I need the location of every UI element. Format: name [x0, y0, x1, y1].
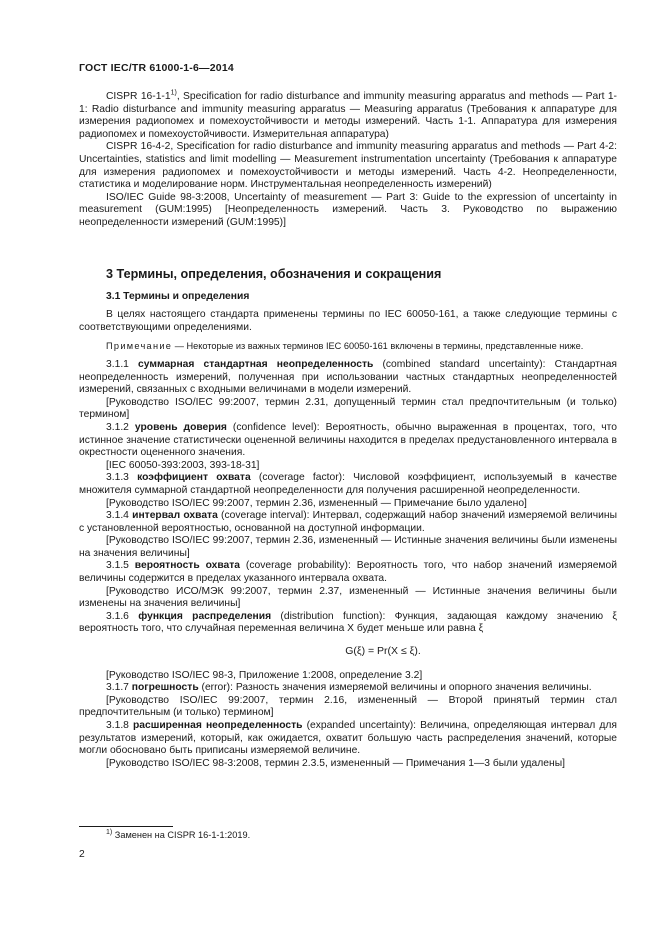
reference-cispr-16-4-2: CISPR 16-4-2, Specification for radio disturbance and immunity measuring apparatus and methods — Part 4-2: Uncertainties, statistics and limit modelling — Measurement instrumentation uncertainty (Требования к аппаратуре для измерения радиопомех и помехоустойчивости и методы измерений. Часть 4-2. Неопределенности, статистика и моделирование норм. Инструментальная неопределенность измерений): [79, 141, 617, 191]
term-definition: [79, 720, 617, 758]
reference-iso-iec-guide-98-3: ISO/IEC Guide 98-3:2008, Uncertainty of measurement — Part 3: Guide to the expression of uncertainty in measurement (GUM:1995) [Неопределенность измерений. Часть 3. Руководство по выражению неопределенности измерений (GUM:1995)]: [79, 191, 617, 228]
footnote-marker: 1): [170, 89, 177, 97]
term-text: (coverage probability): Вероятность того, что набор значений измеряемой величины содержится в пределах указанного интервала охвата.: [79, 560, 617, 585]
term-name: расширенная неопределенность: [133, 720, 303, 731]
note-text: — Некоторые из важных терминов IEC 60050-161 включены в термины, представленные ниже.: [172, 341, 584, 352]
term-number: 3.1.1: [106, 358, 129, 370]
term-name: погрешность: [131, 682, 199, 694]
term-number: 3.1.6: [106, 610, 129, 622]
section-intro: В целях настоящего стандарта применены термины по IEC 60050-161, а также следующие термины с соответствующими определениями.: [79, 309, 617, 333]
term-text: (confidence level): Вероятность, обычно выраженная в процентах, того, что истинное значение статистически оцененной величины находится в пределах предустановленного интервала в окрестности оцененного значения.: [79, 421, 617, 459]
term-number: 3.1.3: [106, 472, 129, 484]
footnote-divider: [79, 826, 173, 827]
term-source: [Руководство ИСО/МЭК 99:2007, термин 2.37, измененный — Истинные значения величины были изменены на значения величины]: [79, 585, 617, 610]
reference-cispr-16-1-1: CISPR 16-1-1$^{1)}$, Specification for radio disturbance and immunity measuring apparatus and methods — Part 1-1: Radio disturbance and immunity measuring apparatus — Measuring apparatus (Требования к аппаратуре для измерения радиопомех и помехоустойчивости и методы измерений. Часть 1-1. Аппаратура для измерения радиопомех и помехоустойчивости. Измерительная аппаратура): [79, 89, 617, 140]
page-number: 2: [79, 849, 85, 860]
term-number: 3.1.4: [106, 510, 129, 522]
term-name: вероятность охвата: [134, 560, 241, 572]
term-source: [Руководство ISO/IEC 99:2007, термин 2.36, измененный — Примечание было удалено]: [106, 497, 527, 509]
term-text: (coverage interval): Интервал, содержащий набор значений измеряемой величины с установленной вероятностью, основанной на доступной информации.: [79, 510, 617, 534]
term-source: [Руководство ISO/IEC 98-3:2008, термин 2.3.5, измененный — Примечания 1—3 были удалены]: [106, 757, 565, 769]
term-number: 3.1.2: [106, 421, 129, 433]
term-source: [Руководство ISO/IEC 99:2007, термин 2.36, измененный — Истинные значения величины были изменены на значения величины]: [79, 535, 617, 559]
term-definition: [79, 359, 617, 397]
term-text: (coverage factor): Числовой коэффициент, используемый в качестве множителя суммарной стандартной неопределенности для получения расширенной неопределенности.: [79, 472, 617, 496]
term-source: [Руководство ISO/IEC 99:2007, термин 2.16, измененный — Второй принятый термин стал предпочтительным (и только) термином]: [79, 694, 617, 719]
note-label: Примечание: [106, 341, 173, 352]
term-name: интервал охвата: [132, 510, 218, 522]
term-number: 3.1.7: [106, 682, 129, 694]
note: [79, 340, 617, 353]
term-text: (expanded uncertainty): Величина, определяющая интервал для результатов измерений, который, как ожидается, охватит большую часть распределения значений, которые могли обосновано быть приписаны измеряемой величине.: [79, 720, 617, 757]
term-text: (distribution function): Функция, задающая каждому значению ξ вероятность того, что случайная переменная величина X будет меньше или равна ξ: [79, 610, 617, 635]
term-number: 3.1.8: [106, 720, 129, 731]
term-number: 3.1.5: [106, 560, 129, 572]
terms-list: [79, 359, 617, 770]
section-heading: 3 Термины, определения, обозначения и сокращения: [106, 267, 442, 281]
term-definition: [79, 560, 617, 585]
term-definition: [79, 510, 617, 535]
term-source: [Руководство ISO/IEC 98-3, Приложение 1:2008, определение 3.2]: [106, 669, 423, 681]
term-text: (error): Разность значения измеряемой величины и опорного значения величины.: [198, 682, 592, 694]
term-text: (combined standard uncertainty): Стандартная неопределенность измерений, полученная при использовании частных стандартных неопределенностей измерений, связанных с входными величинами в модели измерений.: [79, 358, 617, 396]
term-name: функция распределения: [138, 610, 272, 622]
terms-section: [79, 268, 617, 770]
document-header: ГОСТ IEC/TR 61000-1-6—2014: [79, 62, 234, 74]
subsection-heading: 3.1 Термины и определения: [106, 290, 250, 302]
term-definition: [79, 422, 617, 460]
term-definition: [79, 611, 617, 636]
footnote: $^{1)}$ Заменен на CISPR 16-1-1:2019.: [106, 828, 251, 840]
term-name: коэффициент охвата: [137, 472, 251, 484]
term-source: [Руководство ISO/IEC 99:2007, термин 2.31, допущенный термин стал предпочтительным (и только) термином]: [79, 396, 617, 421]
term-definition: [79, 472, 617, 497]
term-source: [IEC 60050-393:2003, 393-18-31]: [106, 459, 260, 471]
term-name: уровень доверия: [134, 421, 227, 433]
references-list: [79, 91, 617, 230]
term-name: суммарная стандартная неопределенность: [138, 358, 374, 370]
formula: G(ξ) = Pr(X ≤ ξ).: [345, 645, 421, 658]
term-definition: [79, 682, 617, 695]
